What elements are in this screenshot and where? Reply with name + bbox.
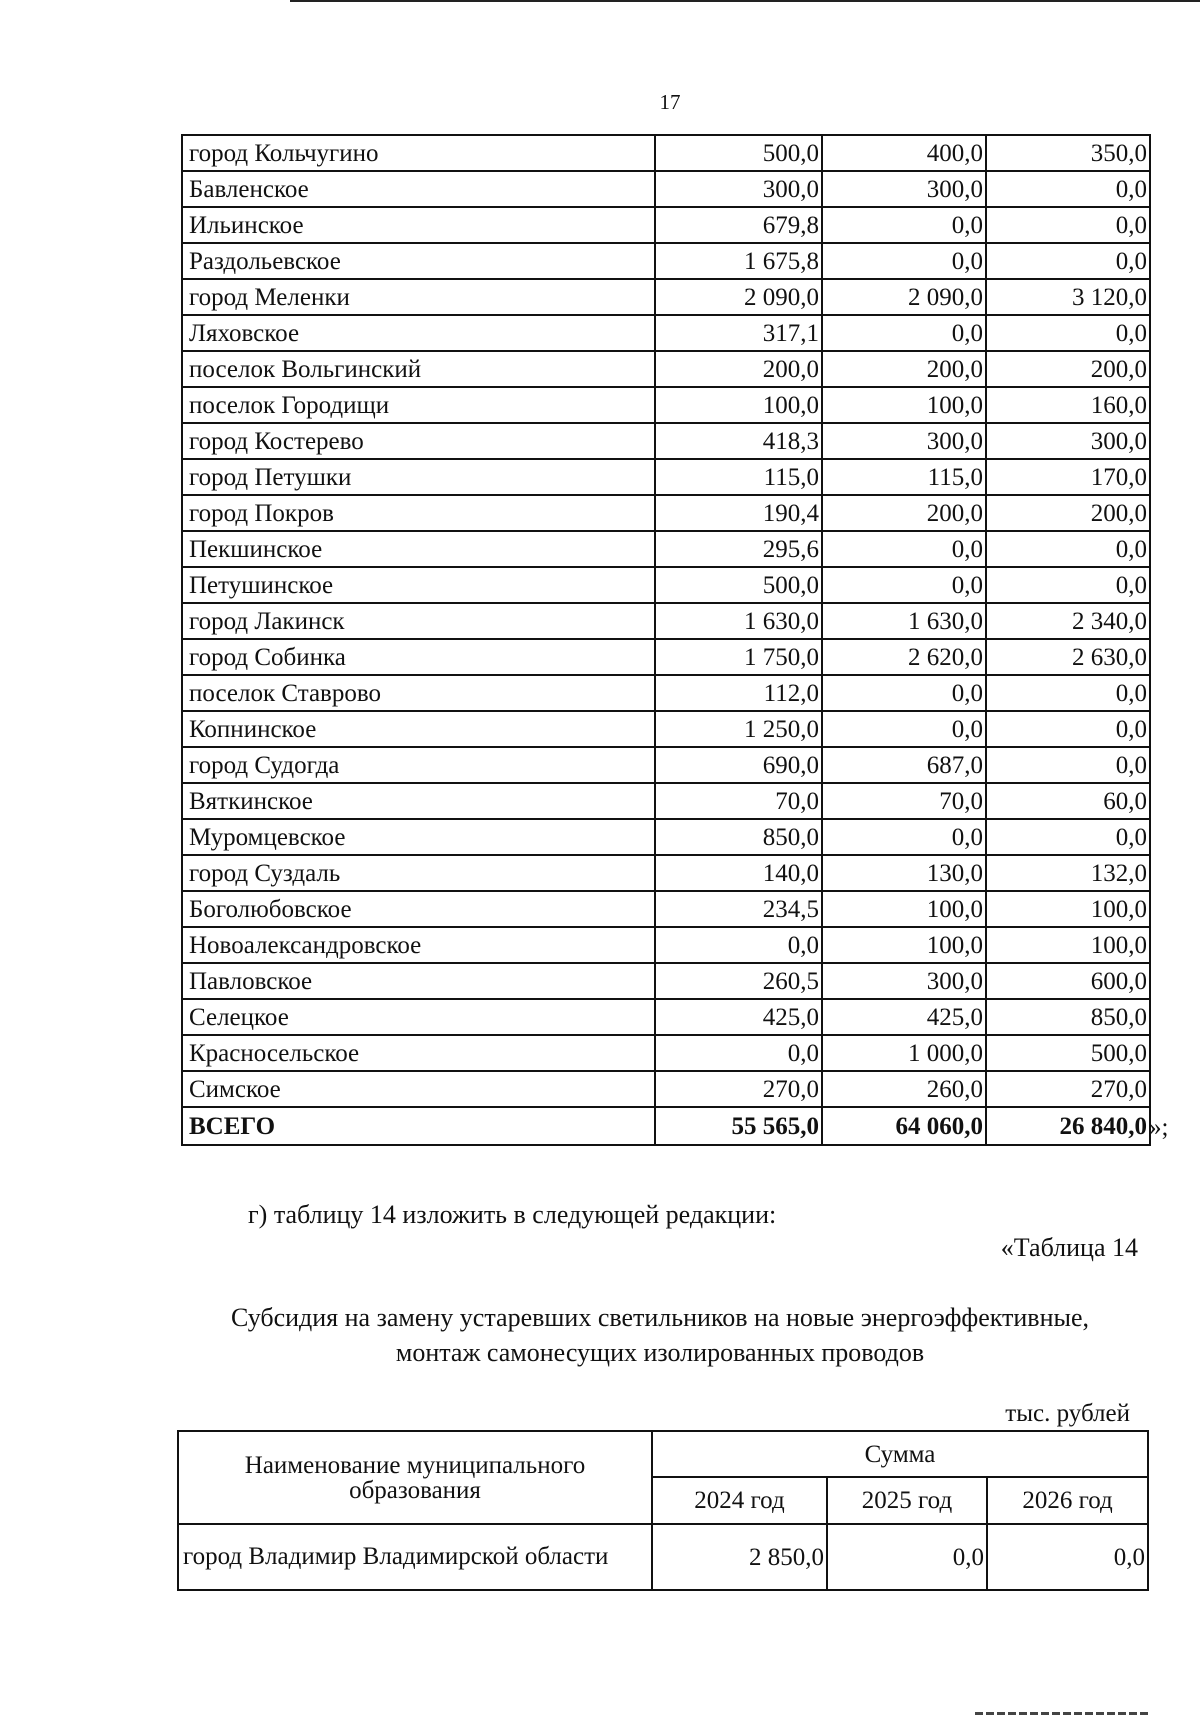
table-row (182, 351, 1150, 387)
value-2024: 140,0 (655, 855, 822, 891)
table-row (182, 243, 1150, 279)
value-2026: 850,0 (986, 999, 1150, 1035)
table-row (182, 495, 1150, 531)
municipality-name: Павловское (182, 963, 655, 999)
value-2026: 0,0 (986, 567, 1150, 603)
municipality-name: город Суздаль (182, 855, 655, 891)
closing-quote-suffix: »; (1149, 1114, 1169, 1141)
value-2026: 60,0 (986, 783, 1150, 819)
value-2026: 0,0 (986, 819, 1150, 855)
table-row (182, 171, 1150, 207)
value-2024: 270,0 (655, 1071, 822, 1107)
municipality-name: поселок Вольгинский (182, 351, 655, 387)
value-2025: 0,0 (822, 207, 986, 243)
total-2026: 26 840,0 (1059, 1112, 1147, 1140)
value-2025: 687,0 (822, 747, 986, 783)
bottom-scan-mark (975, 1712, 1150, 1715)
value-2026: 300,0 (986, 423, 1150, 459)
municipality-name: Раздольевское (182, 243, 655, 279)
value-2025: 0,0 (822, 531, 986, 567)
municipality-name: город Лакинск (182, 603, 655, 639)
value-2025: 0,0 (822, 819, 986, 855)
table-row (182, 819, 1150, 855)
amendment-intro: г) таблицу 14 изложить в следующей редакции: (248, 1200, 777, 1229)
value-2024: 112,0 (655, 675, 822, 711)
total-2025: 64 060,0 (822, 1107, 986, 1145)
municipality-name: Вяткинское (182, 783, 655, 819)
table-row (182, 531, 1150, 567)
municipality-name: город Кольчугино (182, 135, 655, 171)
municipality-name: Боголюбовское (182, 891, 655, 927)
total-2026-cell (986, 1107, 1169, 1145)
value-2026: 3 120,0 (986, 279, 1150, 315)
value-2025: 0,0 (822, 243, 986, 279)
municipality-name: Новоалександровское (182, 927, 655, 963)
municipality-name: Ляховское (182, 315, 655, 351)
value-2025: 300,0 (822, 423, 986, 459)
header-year-2025: 2025 год (827, 1477, 987, 1524)
header-year-2024: 2024 год (652, 1477, 827, 1524)
table-row (182, 747, 1150, 783)
value-2024: 690,0 (655, 747, 822, 783)
value-2025: 100,0 (822, 891, 986, 927)
table-row (182, 963, 1150, 999)
value-2024: 295,6 (655, 531, 822, 567)
value-2026: 2 630,0 (986, 639, 1150, 675)
subsidy-table-continued (181, 134, 1169, 1146)
value-2024: 190,4 (655, 495, 822, 531)
value-2025: 130,0 (822, 855, 986, 891)
value-2024: 300,0 (655, 171, 822, 207)
value-2026: 350,0 (986, 135, 1150, 171)
municipality-name: Бавленское (182, 171, 655, 207)
header-sum: Сумма (652, 1431, 1148, 1477)
table-row (182, 891, 1150, 927)
municipality-name: Симское (182, 1071, 655, 1107)
value-2025: 200,0 (822, 495, 986, 531)
value-2026: 0,0 (986, 207, 1150, 243)
value-2026: 0,0 (986, 315, 1150, 351)
units-label: тыс. рублей (1005, 1400, 1130, 1427)
municipality-name: город Меленки (182, 279, 655, 315)
row-name: город Владимир Владимирской области (178, 1524, 652, 1590)
table-row (182, 207, 1150, 243)
table-row (182, 675, 1150, 711)
table-title-line-1: Субсидия на замену устаревших светильников на новые энергоэффективные, (231, 1303, 1089, 1332)
value-2024: 679,8 (655, 207, 822, 243)
value-2024: 260,5 (655, 963, 822, 999)
value-2025: 0,0 (822, 315, 986, 351)
value-2026: 160,0 (986, 387, 1150, 423)
value-2024: 1 630,0 (655, 603, 822, 639)
table-row (182, 783, 1150, 819)
municipality-name: Ильинское (182, 207, 655, 243)
value-2025: 115,0 (822, 459, 986, 495)
table-row (182, 711, 1150, 747)
municipality-name: Петушинское (182, 567, 655, 603)
value-2025: 0,0 (822, 567, 986, 603)
value-2026: 0,0 (986, 711, 1150, 747)
municipality-name: город Костерево (182, 423, 655, 459)
value-2025: 2 620,0 (822, 639, 986, 675)
value-2025: 70,0 (822, 783, 986, 819)
value-2026: 0,0 (987, 1524, 1148, 1590)
value-2024: 1 250,0 (655, 711, 822, 747)
value-2025: 0,0 (827, 1524, 987, 1590)
table-title (160, 1300, 1160, 1370)
value-2025: 0,0 (822, 711, 986, 747)
municipality-name: город Петушки (182, 459, 655, 495)
value-2024: 70,0 (655, 783, 822, 819)
value-2026: 100,0 (986, 891, 1150, 927)
value-2024: 200,0 (655, 351, 822, 387)
value-2025: 300,0 (822, 171, 986, 207)
value-2025: 1 630,0 (822, 603, 986, 639)
value-2025: 1 000,0 (822, 1035, 986, 1071)
municipality-name: поселок Ставрово (182, 675, 655, 711)
municipality-name: Пекшинское (182, 531, 655, 567)
header-year-2026: 2026 год (987, 1477, 1148, 1524)
table-row (182, 387, 1150, 423)
municipality-name: город Собинка (182, 639, 655, 675)
table-row (182, 927, 1150, 963)
value-2026: 0,0 (986, 243, 1150, 279)
value-2024: 234,5 (655, 891, 822, 927)
total-2024: 55 565,0 (655, 1107, 822, 1145)
value-2024: 2 850,0 (652, 1524, 827, 1590)
table-row (182, 423, 1150, 459)
value-2026: 0,0 (986, 675, 1150, 711)
table-row (182, 567, 1150, 603)
municipality-name: Красносельское (182, 1035, 655, 1071)
value-2026: 0,0 (986, 171, 1150, 207)
table-row (182, 459, 1150, 495)
value-2026: 270,0 (986, 1071, 1150, 1107)
table-row (182, 1035, 1150, 1071)
municipality-name: Копнинское (182, 711, 655, 747)
value-2024: 0,0 (655, 927, 822, 963)
table-row (182, 1071, 1150, 1107)
value-2026: 170,0 (986, 459, 1150, 495)
value-2024: 100,0 (655, 387, 822, 423)
value-2024: 2 090,0 (655, 279, 822, 315)
value-2026: 0,0 (986, 531, 1150, 567)
value-2025: 100,0 (822, 387, 986, 423)
value-2024: 500,0 (655, 567, 822, 603)
value-2025: 100,0 (822, 927, 986, 963)
total-row (182, 1107, 1150, 1145)
value-2024: 850,0 (655, 819, 822, 855)
page-number: 17 (659, 90, 681, 114)
table-label: «Таблица 14 (1000, 1233, 1138, 1262)
value-2026: 600,0 (986, 963, 1150, 999)
value-2025: 300,0 (822, 963, 986, 999)
table-row (182, 603, 1150, 639)
table-row (182, 639, 1150, 675)
value-2026: 200,0 (986, 495, 1150, 531)
value-2025: 200,0 (822, 351, 986, 387)
top-rule (290, 0, 1200, 2)
value-2025: 2 090,0 (822, 279, 986, 315)
value-2025: 425,0 (822, 999, 986, 1035)
value-2026: 132,0 (986, 855, 1150, 891)
value-2024: 115,0 (655, 459, 822, 495)
table-row (182, 999, 1150, 1035)
value-2025: 400,0 (822, 135, 986, 171)
header-municipality: Наименование муниципального образования (178, 1431, 652, 1524)
value-2026: 2 340,0 (986, 603, 1150, 639)
municipality-name: Муромцевское (182, 819, 655, 855)
table-row (182, 279, 1150, 315)
value-2024: 0,0 (655, 1035, 822, 1071)
value-2024: 425,0 (655, 999, 822, 1035)
value-2026: 100,0 (986, 927, 1150, 963)
municipality-name: поселок Городищи (182, 387, 655, 423)
value-2024: 317,1 (655, 315, 822, 351)
value-2025: 0,0 (822, 675, 986, 711)
value-2026: 200,0 (986, 351, 1150, 387)
table-row (182, 855, 1150, 891)
value-2025: 260,0 (822, 1071, 986, 1107)
total-label: ВСЕГО (182, 1107, 655, 1145)
value-2024: 1 750,0 (655, 639, 822, 675)
value-2024: 1 675,8 (655, 243, 822, 279)
municipality-name: Селецкое (182, 999, 655, 1035)
value-2024: 500,0 (655, 135, 822, 171)
municipality-name: город Покров (182, 495, 655, 531)
table-row (182, 135, 1150, 171)
municipality-name: город Судогда (182, 747, 655, 783)
value-2026: 0,0 (986, 747, 1150, 783)
value-2024: 418,3 (655, 423, 822, 459)
subsidy-table-14 (177, 1430, 1149, 1591)
table-row (182, 315, 1150, 351)
table-title-line-2: монтаж самонесущих изолированных проводов (395, 1338, 925, 1368)
value-2026: 500,0 (986, 1035, 1150, 1071)
